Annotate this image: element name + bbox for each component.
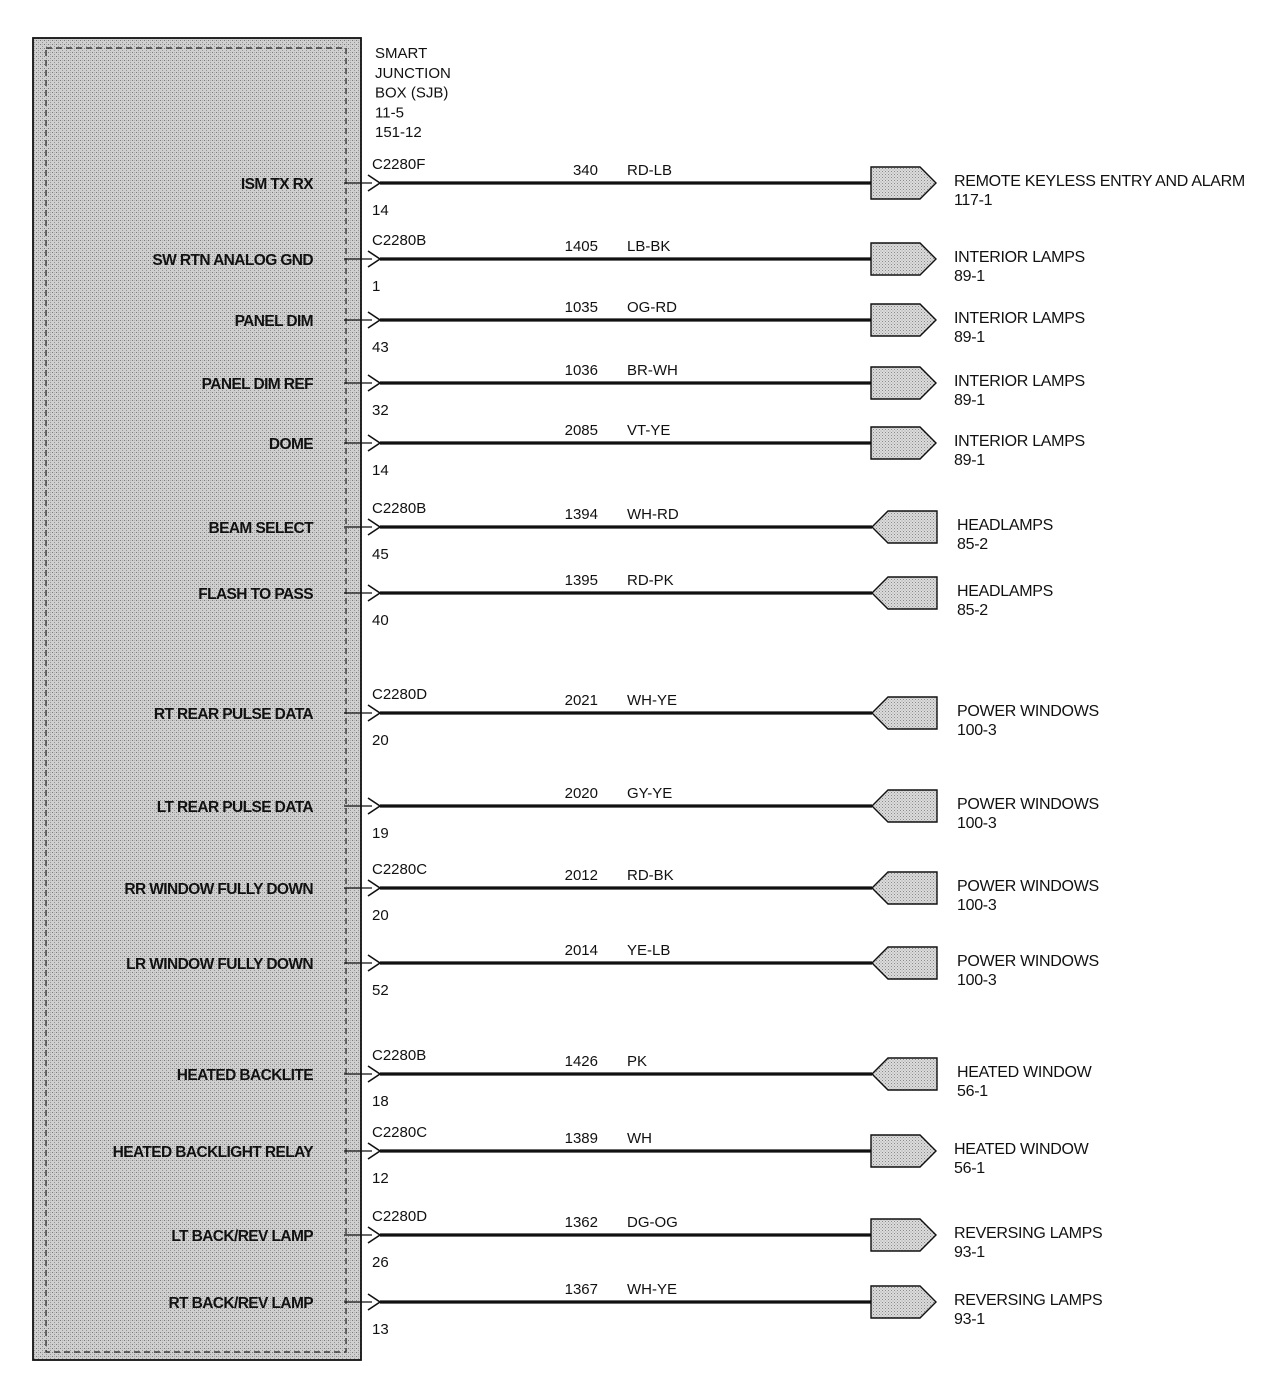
destination-connector-icon (872, 790, 937, 822)
destination-page: 89-1 (954, 268, 985, 285)
destination-page: 100-3 (957, 972, 997, 989)
pin-number: 40 (372, 612, 389, 629)
connector-id: C2280B (372, 500, 427, 517)
pin-number: 45 (372, 546, 389, 563)
signal-name: PANEL DIM REF (201, 376, 313, 393)
wire-color: YE-LB (627, 942, 671, 959)
wire-color: LB-BK (627, 238, 671, 255)
signal-name: ISM TX RX (240, 176, 313, 193)
wire-color: VT-YE (627, 422, 671, 439)
destination-name: HEADLAMPS (957, 517, 1053, 534)
circuit-number: 2020 (564, 785, 598, 802)
pin-number: 43 (372, 339, 389, 356)
destination-page: 93-1 (954, 1244, 985, 1261)
destination-name: REMOTE KEYLESS ENTRY AND ALARM (954, 173, 1245, 190)
connector-id: C2280B (372, 232, 427, 249)
wire-color: WH-YE (627, 1281, 677, 1298)
destination-page: 56-1 (954, 1160, 985, 1177)
signal-name: LR WINDOW FULLY DOWN (126, 956, 313, 973)
pin-number: 20 (372, 907, 389, 924)
module-title-line: BOX (SJB) (375, 84, 449, 102)
signal-name: SW RTN ANALOG GND (152, 252, 313, 269)
destination-connector-icon (871, 304, 936, 336)
destination-name: POWER WINDOWS (957, 703, 1099, 720)
circuit-number: 2012 (564, 867, 598, 884)
destination-name: INTERIOR LAMPS (954, 433, 1085, 450)
signal-name: BEAM SELECT (208, 520, 313, 537)
pin-number: 20 (372, 732, 389, 749)
pin-number: 19 (372, 825, 389, 842)
wire-color: DG-OG (627, 1214, 678, 1231)
connector-id: C2280B (372, 1047, 427, 1064)
pin-number: 1 (372, 278, 381, 295)
destination-connector-icon (872, 697, 937, 729)
pin-number: 32 (372, 402, 389, 419)
circuit-number: 1389 (564, 1130, 598, 1147)
signal-name: HEATED BACKLITE (176, 1067, 313, 1084)
connector-id: C2280C (372, 861, 428, 878)
module-title-line: SMART (375, 45, 428, 62)
destination-name: POWER WINDOWS (957, 878, 1099, 895)
signal-name: FLASH TO PASS (198, 586, 313, 603)
destination-connector-icon (872, 577, 937, 609)
destination-connector-icon (872, 511, 937, 543)
module-title-line: 151-12 (375, 124, 422, 142)
circuit-row (241, 156, 1245, 219)
pin-number: 14 (372, 462, 389, 479)
destination-page: 89-1 (954, 392, 985, 409)
destination-connector-icon (871, 367, 936, 399)
circuit-number: 1394 (564, 506, 598, 523)
module-title-line: JUNCTION (375, 64, 451, 82)
circuit-number: 2085 (564, 422, 598, 439)
wire-color: PK (627, 1053, 648, 1070)
pin-number: 13 (372, 1321, 389, 1338)
destination-page: 117-1 (954, 192, 993, 209)
circuit-number: 2021 (564, 692, 598, 709)
destination-page: 100-3 (957, 815, 997, 832)
destination-connector-icon (872, 1058, 937, 1090)
circuit-number: 1395 (564, 572, 598, 589)
signal-name: HEATED BACKLIGHT RELAY (112, 1144, 313, 1161)
destination-connector-icon (871, 1286, 936, 1318)
pin-number: 26 (372, 1254, 389, 1271)
destination-connector-icon (871, 243, 936, 275)
smart-junction-box (33, 38, 361, 1360)
pin-number: 14 (372, 202, 389, 219)
destination-page: 89-1 (954, 329, 985, 346)
destination-name: HEATED WINDOW (957, 1064, 1092, 1081)
wire-color: WH-YE (627, 692, 677, 709)
destination-name: INTERIOR LAMPS (954, 249, 1085, 266)
signal-name: DOME (268, 436, 313, 453)
signal-name: RT BACK/REV LAMP (168, 1295, 313, 1312)
circuit-number: 1426 (564, 1053, 598, 1070)
signal-name: LT REAR PULSE DATA (156, 799, 313, 816)
destination-name: POWER WINDOWS (957, 796, 1099, 813)
destination-connector-icon (871, 167, 936, 199)
destination-page: 89-1 (954, 452, 985, 469)
wire-color: WH-RD (627, 506, 679, 523)
wire-color: OG-RD (627, 299, 677, 316)
wire-color: WH (627, 1130, 652, 1147)
pin-number: 52 (372, 982, 389, 999)
wire-color: BR-WH (627, 362, 678, 379)
destination-name: HEATED WINDOW (954, 1141, 1089, 1158)
pin-number: 12 (372, 1170, 389, 1187)
destination-connector-icon (872, 947, 937, 979)
module-title (375, 45, 451, 141)
connector-id: C2280D (372, 686, 428, 703)
connector-id: C2280C (372, 1124, 428, 1141)
signal-name: RT REAR PULSE DATA (153, 706, 313, 723)
destination-connector-icon (871, 1219, 936, 1251)
destination-name: HEADLAMPS (957, 583, 1053, 600)
signal-name: PANEL DIM (234, 313, 313, 330)
destination-connector-icon (871, 1135, 936, 1167)
destination-page: 100-3 (957, 897, 997, 914)
circuit-number: 1362 (564, 1214, 598, 1231)
wire-color: RD-PK (627, 572, 674, 589)
destination-name: REVERSING LAMPS (954, 1292, 1103, 1309)
destination-page: 85-2 (957, 602, 988, 619)
destination-connector-icon (871, 427, 936, 459)
destination-page: 93-1 (954, 1311, 985, 1328)
circuit-row (235, 299, 1085, 356)
signal-name: RR WINDOW FULLY DOWN (124, 881, 313, 898)
wire-color: RD-LB (627, 162, 673, 179)
destination-page: 85-2 (957, 536, 988, 553)
wire-color: GY-YE (627, 785, 673, 802)
destination-name: POWER WINDOWS (957, 953, 1099, 970)
wire-color: RD-BK (627, 867, 674, 884)
destination-page: 56-1 (957, 1083, 988, 1100)
connector-id: C2280D (372, 1208, 428, 1225)
circuit-row (269, 422, 1085, 479)
circuit-number: 1035 (564, 299, 598, 316)
destination-connector-icon (872, 872, 937, 904)
destination-name: INTERIOR LAMPS (954, 310, 1085, 327)
pin-number: 18 (372, 1093, 389, 1110)
circuit-number: 1405 (564, 238, 598, 255)
signal-name: LT BACK/REV LAMP (171, 1228, 313, 1245)
circuit-number: 1036 (564, 362, 598, 379)
circuit-number: 1367 (564, 1281, 598, 1298)
destination-name: REVERSING LAMPS (954, 1225, 1103, 1242)
connector-id: C2280F (372, 156, 426, 173)
destination-name: INTERIOR LAMPS (954, 373, 1085, 390)
circuit-number: 2014 (564, 942, 598, 959)
circuit-number: 340 (572, 162, 598, 179)
destination-page: 100-3 (957, 722, 997, 739)
module-title-line: 11-5 (375, 104, 404, 122)
